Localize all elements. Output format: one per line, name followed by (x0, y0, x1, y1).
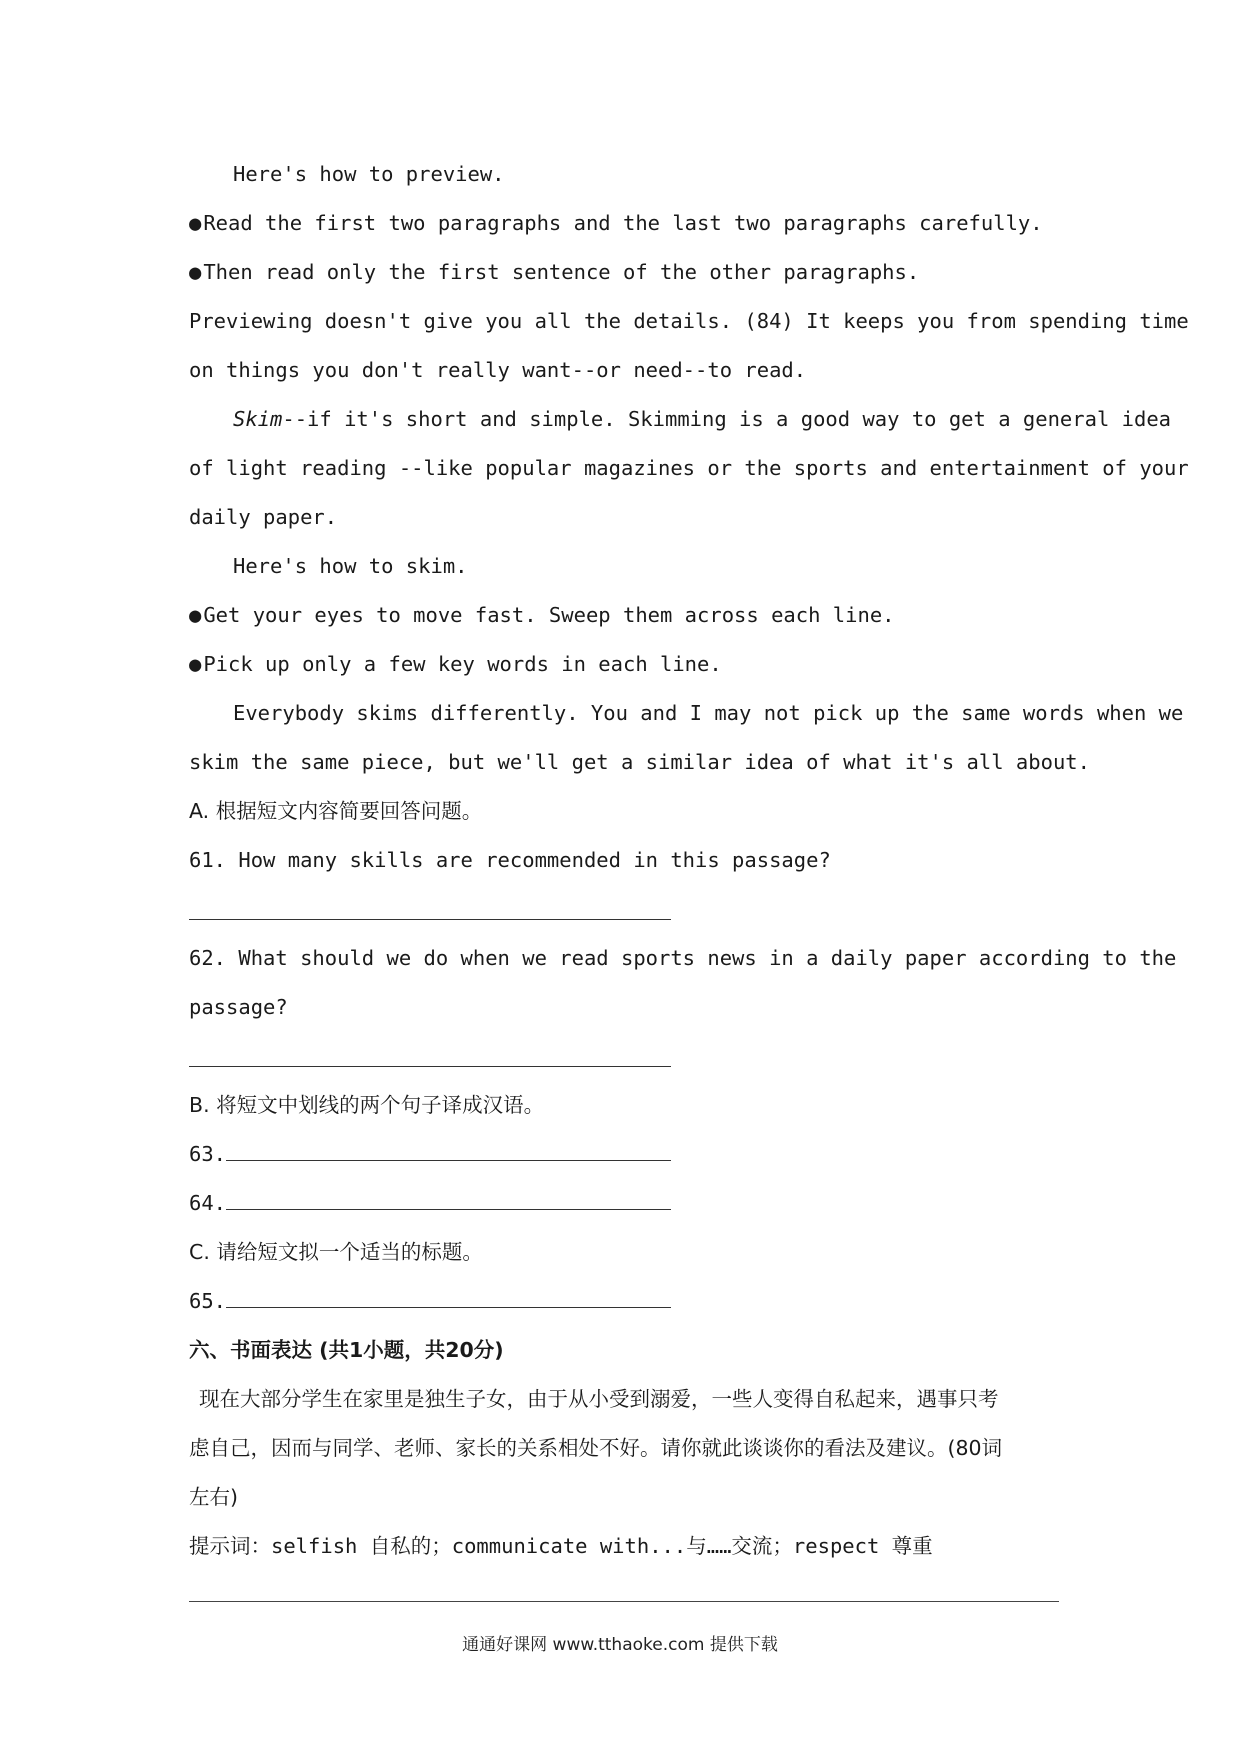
answer-65-blank[interactable] (226, 1285, 671, 1308)
preview-note-line-1: Previewing doesn't give you all the details. (84) It keeps you from spending time (189, 309, 1189, 333)
bullet-dot-icon: ● (189, 211, 202, 235)
question-62-line-2: passage? (189, 995, 288, 1019)
answer-63-blank[interactable] (226, 1138, 671, 1161)
answer-62-blank[interactable] (189, 1032, 1059, 1081)
skim-paragraph-line-3: daily paper. (189, 505, 338, 529)
skim-bullet-1 (189, 591, 1059, 640)
skim-bullet-1-text: Get your eyes to move fast. Sweep them across each line. (203, 603, 895, 627)
footer-text: 通通好课网 www.tthaoke.com 提供下载 (462, 1635, 778, 1655)
bullet-dot-icon: ● (189, 603, 202, 627)
writing-prompt-line-2: 虑自己，因而与同学、老师、家长的关系相处不好。请你就此谈谈你的看法及建议。(80词 (189, 1436, 1003, 1460)
question-65-number: 65. (189, 1289, 227, 1313)
skim-line-1-rest: --if it's short and simple. Skimming is a good way to get a general idea (282, 407, 1172, 431)
answer-64-blank[interactable] (226, 1187, 671, 1210)
preview-note-line-2: on things you don't really want--or need--to read. (189, 358, 807, 382)
writing-hints: 提示词：selfish 自私的；communicate with...与……交流；respect 尊重 (189, 1534, 933, 1558)
writing-heading: 六、书面表达 (共1小题，共20分) (189, 1338, 504, 1362)
question-62-line-1: 62. What should we do when we read sports news in a daily paper according to the (189, 946, 1177, 970)
question-65 (189, 1277, 1059, 1326)
section-c-title: C. 请给短文拟一个适当的标题。 (189, 1240, 483, 1264)
answer-61-blank[interactable] (189, 885, 1059, 934)
section-b-title: B. 将短文中划线的两个句子译成汉语。 (189, 1093, 545, 1117)
bullet-dot-icon: ● (189, 652, 202, 676)
skim-intro: Here's how to skim. (233, 554, 468, 578)
skim-term: Skim (233, 407, 283, 431)
skim-paragraph-line-1 (189, 395, 1172, 444)
preview-bullet-1-text: Read the first two paragraphs and the last two paragraphs carefully. (203, 211, 1043, 235)
closing-line-2: skim the same piece, but we'll get a similar idea of what it's all about. (189, 750, 1090, 774)
question-63-number: 63. (189, 1142, 227, 1166)
closing-line-1: Everybody skims differently. You and I may not pick up the same words when we (233, 701, 1184, 725)
skim-paragraph-line-2: of light reading --like popular magazines or the sports and entertainment of your (189, 456, 1189, 480)
page-content (189, 150, 1189, 1571)
writing-prompt-line-3: 左右) (189, 1485, 238, 1509)
writing-prompt-line-1: 现在大部分学生在家里是独生子女，由于从小受到溺爱，一些人变得自私起来，遇事只考 (199, 1387, 999, 1411)
preview-bullet-1 (189, 199, 1059, 248)
question-64-number: 64. (189, 1191, 227, 1215)
skim-bullet-2-text: Pick up only a few key words in each line. (203, 652, 722, 676)
preview-bullet-2-text: Then read only the first sentence of the other paragraphs. (203, 260, 920, 284)
preview-intro: Here's how to preview. (233, 162, 505, 186)
preview-bullet-2 (189, 248, 1059, 297)
bullet-dot-icon: ● (189, 260, 202, 284)
section-a-title: A. 根据短文内容简要回答问题。 (189, 799, 483, 823)
footer-divider (189, 1601, 1059, 1602)
question-64 (189, 1179, 1059, 1228)
question-61: 61. How many skills are recommended in this passage? (189, 848, 831, 872)
question-63 (189, 1130, 1059, 1179)
skim-bullet-2 (189, 640, 1059, 689)
